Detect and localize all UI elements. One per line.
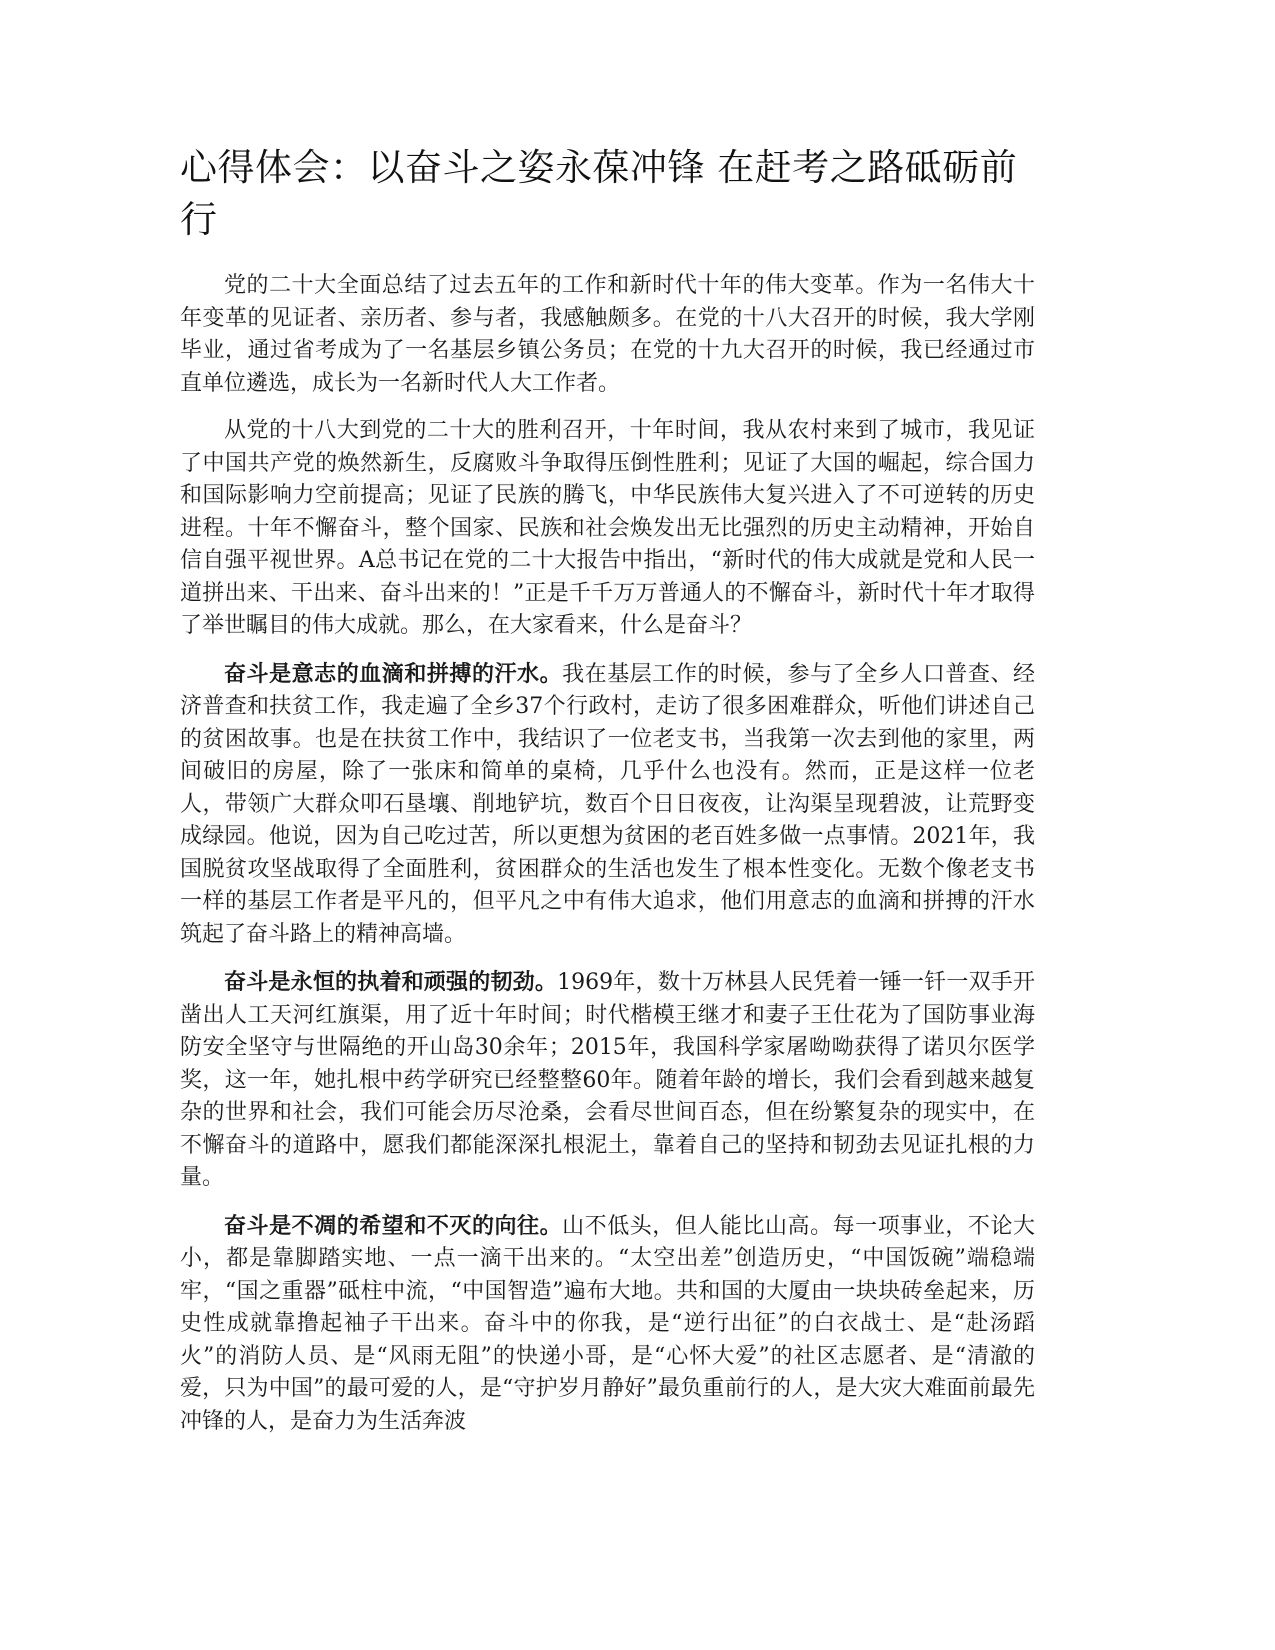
paragraph-1 — [180, 270, 1035, 400]
paragraph-5 — [180, 1210, 1035, 1439]
document-page — [180, 142, 1035, 1453]
paragraph-2 — [180, 415, 1035, 643]
paragraph-3-text: 我在基层工作的时候，参与了全乡人口普查、经济普查和扶贫工作，我走遍了全乡37个行政村，走访了很多困难群众，听他们讲述自己的贫困故事。也是在扶贫工作中，我结识了一位老支书，当我第一次去到他的家里，两间破旧的房屋，除了一张床和简单的桌椅，几乎什么也没有。然而，正是这样一位老人，带领广大群众叩石垦壤、削地铲坑，数百个日日夜夜，让沟渠呈现碧波，让荒野变成绿园。他说，因为自己吃过苦，所以更想为贫困的老百姓多做一点事情。2021年，我国脱贫攻坚战取得了全面胜利，贫困群众的生活也发生了根本性变化。无数个像老支书一样的基层工作者是平凡的，但平凡之中有伟大追求，他们用意志的血滴和拼搏的汗水筑起了奋斗路上的精神高墙。 — [180, 661, 1035, 947]
document-title: 心得体会：以奋斗之姿永葆冲锋 在赶考之路砥砺前行 — [180, 146, 1018, 241]
paragraph-4-text: 1969年，数十万林县人民凭着一锤一钎一双手开凿出人工天河红旗渠，用了近十年时间；时代楷模王继才和妻子王仕花为了国防事业海防安全坚守与世隔绝的开山岛30余年；2015年，我国科学家屠呦呦获得了诺贝尔医学奖，这一年，她扎根中药学研究已经整整60年。随着年龄的增长，我们会看到越来越复杂的世界和社会，我们可能会历尽沧桑，会看尽世间百态，但在纷繁复杂的现实中，在不懈奋斗的道路中，愿我们都能深深扎根泥土，靠着自己的坚持和韧劲去见证扎根的力量。 — [180, 970, 1035, 1190]
paragraph-5-lead: 奋斗是不凋的希望和不灭的向往。 — [224, 1212, 563, 1239]
paragraph-3 — [180, 658, 1035, 952]
paragraph-2-text: 从党的十八大到党的二十大的胜利召开，十年时间，我从农村来到了城市，我见证了中国共产党的焕然新生，反腐败斗争取得压倒性胜利；见证了大国的崛起，综合国力和国际影响力空前提高；见证了民族的腾飞，中华民族伟大复兴进入了不可逆转的历史进程。十年不懈奋斗，整个国家、民族和社会焕发出无比强烈的历史主动精神，开始自信自强平视世界。A总书记在党的二十大报告中指出，“新时代的伟大成就是党和人民一道拼出来、干出来、奋斗出来的！”正是千千万万普通人的不懈奋斗，新时代十年才取得了举世瞩目的伟大成就。那么，在大家看来，什么是奋斗？ — [180, 418, 1035, 638]
paragraph-1-text: 党的二十大全面总结了过去五年的工作和新时代十年的伟大变革。作为一名伟大十年变革的见证者、亲历者、参与者，我感触颇多。在党的十八大召开的时候，我大学刚毕业，通过省考成为了一名基层乡镇公务员；在党的十九大召开的时候，我已经通过市直单位遴选，成长为一名新时代人大工作者。 — [180, 273, 1035, 396]
paragraph-3-lead: 奋斗是意志的血滴和拼搏的汗水。 — [224, 660, 563, 687]
paragraph-5-text: 山不低头，但人能比山高。每一项事业，不论大小，都是靠脚踏实地、一点一滴干出来的。“太空出差”创造历史，“中国饭碗”端稳端牢，“国之重器”砥柱中流，“中国智造”遍布大地。共和国的大厦由一块块砖垒起来，历史性成就靠撸起袖子干出来。奋斗中的你我，是“逆行出征”的白衣战士、是“赴汤蹈火”的消防人员、是“风雨无阻”的快递小哥，是“心怀大爱”的社区志愿者、是“清澈的爱，只为中国”的最可爱的人，是“守护岁月静好”最负重前行的人，是大灾大难面前最先冲锋的人，是奋力为生活奔波 — [180, 1213, 1035, 1434]
paragraph-4-lead: 奋斗是永恒的执着和顽强的韧劲。 — [224, 969, 558, 995]
paragraph-4 — [180, 966, 1035, 1195]
